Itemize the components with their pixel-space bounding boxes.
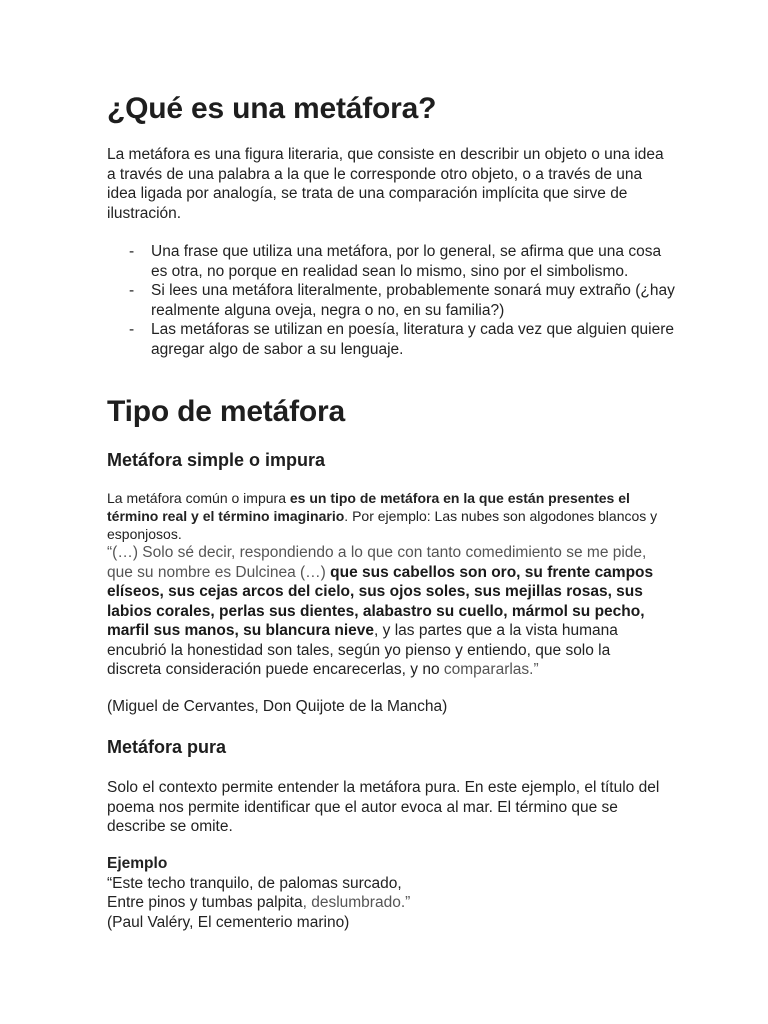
valery-source: (Paul Valéry, El cementerio marino): [107, 914, 350, 931]
intro-paragraph: La metáfora es una figura literaria, que consiste en describir un objeto o una idea a través de una palabra a la que le corresponde otro objeto, o a través de una idea ligada por analogía, se trata de una comparación implícita que sirve de ilustración.: [107, 146, 664, 222]
simple-paragraph: La metáfora común o impura es un tipo de metáfora en la que están presentes el término real y el término imaginario. Por ejemplo: Las nubes son algodones blancos y esponjosos.: [107, 490, 658, 542]
main-heading: ¿Qué es una metáfora?: [107, 92, 437, 125]
subsection-title-pura: Metáfora pura: [107, 737, 227, 757]
poem-line-1: “Este techo tranquilo, de palomas surcado,: [107, 875, 402, 892]
list-item: - Una frase que utiliza una metáfora, por lo general, se afirma que una cosa es otra, no porque en realidad sean lo mismo, sino por el simbolismo.: [129, 243, 662, 280]
cervantes-source: (Miguel de Cervantes, Don Quijote de la Mancha): [107, 698, 448, 715]
bullet-list: [107, 242, 677, 359]
list-item: - Las metáforas se utilizan en poesía, literatura y cada vez que alguien quiere agregar algo de sabor a su lenguaje.: [129, 321, 675, 358]
pura-paragraph: Solo el contexto permite entender la metáfora pura. En este ejemplo, el título del poema nos permite identificar que el autor evoca al mar. El término que se describe se omite.: [107, 779, 660, 835]
poem-line-2: Entre pinos y tumbas palpita, deslumbrado.”: [107, 894, 411, 911]
example-label: Ejemplo: [107, 855, 168, 872]
list-item: - Si lees una metáfora literalmente, probablemente sonará muy extraño (¿hay realmente alguna oveja, negra o no, en su familia?): [129, 282, 675, 319]
subsection-title-simple: Metáfora simple o impura: [107, 450, 326, 470]
cervantes-quote: “(…) Solo sé decir, respondiendo a lo que con tanto comedimiento se me pide, que su nombre es Dulcinea (…) que sus cabellos son oro, su frente campos elíseos, sus cejas arcos del cielo, sus ojos soles, sus mejillas rosas, sus labios corales, perlas sus dientes, alabastro su cuello, mármol su pecho, marfil sus manos, su blancura nieve, y las partes que a la vista humana encubrió la honestidad son tales, según yo pienso y entiendo, que solo la discreta consideración puede encarecerlas, y no compararlas.”: [107, 544, 654, 678]
section-heading: Tipo de metáfora: [107, 395, 345, 428]
